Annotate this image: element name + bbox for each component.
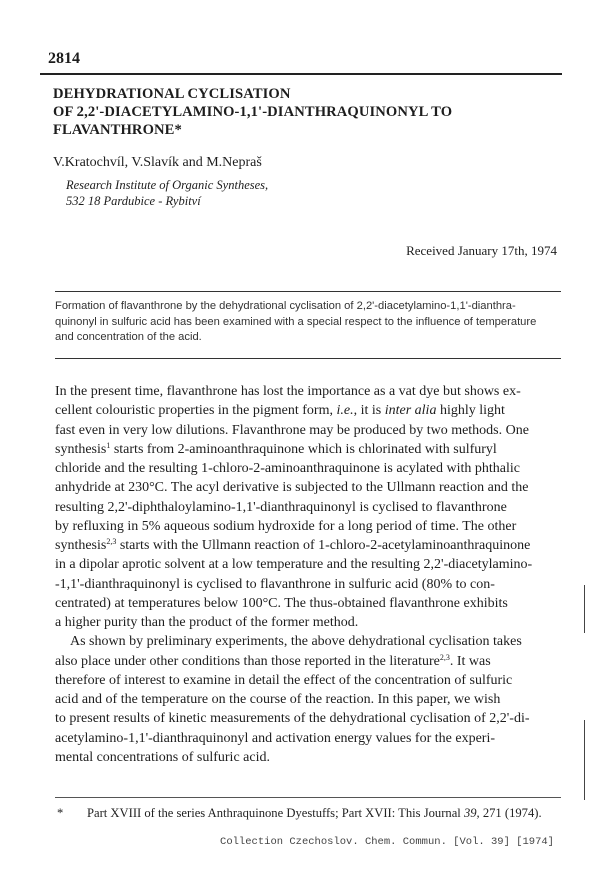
title-line: FLAVANTHRONE* bbox=[53, 122, 182, 138]
reference-marker: 2,3 bbox=[439, 652, 450, 662]
body-line: synthesis$^{2,3}$ starts with the Ullmann reaction of 1-chloro-2-acetylaminoanthraquinone bbox=[55, 537, 531, 553]
affiliation bbox=[66, 177, 268, 209]
body-line: As shown by preliminary experiments, the above dehydrational cyclisation takes bbox=[70, 634, 522, 650]
reference-marker: 1 bbox=[106, 440, 111, 450]
body-line: acetylamino-1,1'-dianthraquinonyl and activation energy values for the experi- bbox=[55, 730, 495, 746]
authors: V.Kratochvíl, V.Slavík and M.Nepraš bbox=[53, 155, 262, 170]
body-line: to present results of kinetic measurements of the dehydrational cyclisation of 2,2'-di- bbox=[55, 711, 530, 727]
paragraph-1 bbox=[55, 382, 562, 632]
footnote-rule bbox=[55, 797, 561, 798]
header-rule bbox=[40, 73, 562, 75]
paragraph-2 bbox=[55, 632, 562, 767]
body-line: resulting 2,2'-diphthaloylamino-1,1'-dianthraquinonyl is cyclised to flavanthrone bbox=[55, 499, 507, 515]
body-line: by refluxing in 5% aqueous sodium hydroxide for a long period of time. The other bbox=[55, 518, 517, 534]
page-number: 2814 bbox=[48, 50, 80, 67]
affiliation-line: 532 18 Pardubice - Rybitví bbox=[66, 194, 201, 208]
body-line: a higher purity than the product of the former method. bbox=[55, 615, 359, 630]
received-date: Received January 17th, 1974 bbox=[406, 243, 557, 258]
body-line: therefore of interest to examine in detail the effect of the concentration of sulfuric bbox=[55, 672, 513, 688]
body-line: -1,1'-dianthraquinonyl is cyclised to flavanthrone in sulfuric acid (80% to con- bbox=[55, 576, 495, 592]
body-line: mental concentrations of sulfuric acid. bbox=[55, 749, 270, 765]
body-line: acid and of the temperature on the course of the reaction. In this paper, we wish bbox=[55, 692, 501, 707]
reference-marker: 2,3 bbox=[106, 537, 117, 546]
footnote-marker: * bbox=[57, 806, 64, 820]
abstract-top-rule bbox=[55, 291, 561, 292]
running-footer: Collection Czechoslov. Chem. Commun. [Vol. 39] [1974] bbox=[220, 836, 554, 848]
body-line: chloride and the resulting 1-chloro-2-aminoanthraquinone is acylated with phthalic bbox=[55, 461, 520, 476]
abstract-line: Formation of flavanthrone by the dehydrational cyclisation of 2,2'-diacetylamino-1,1'-dianthra- bbox=[55, 300, 516, 312]
body-line: in a dipolar aprotic solvent at a low temperature and the resulting 2,2'-diacetylamino- bbox=[55, 557, 533, 573]
abstract-line: and concentration of the acid. bbox=[55, 331, 202, 343]
body-line: fast even in very low dilutions. Flavanthrone may be produced by two methods. One bbox=[55, 422, 529, 438]
body-line: also place under other conditions than those reported in the literature$^{2,3}$. It was bbox=[55, 652, 491, 669]
body-line: cellent colouristic properties in the pigment form, i.e., it is inter alia highly light bbox=[55, 403, 505, 419]
body-line: centrated) at temperatures below 100°C. The thus-obtained flavanthrone exhibits bbox=[55, 595, 508, 611]
body-text bbox=[55, 382, 562, 767]
body-line: synthesis$^1$ starts from 2-aminoanthraquinone which is chlorinated with sulfuryl bbox=[55, 440, 497, 457]
scan-margin-line bbox=[584, 585, 585, 633]
body-line: anhydride at 230°C. The acyl derivative is subjected to the Ullmann reaction and the bbox=[55, 480, 529, 496]
footnote: * Part XVIII of the series Anthraquinone Dyestuffs; Part XVII: This Journal 39, 271 (1974). bbox=[57, 806, 542, 820]
abstract bbox=[55, 299, 562, 346]
abstract-line: quinonyl in sulfuric acid has been examined with a special respect to the influence of temperature bbox=[55, 315, 537, 328]
body-line: In the present time, flavanthrone has lost the importance as a vat dye but shows ex- bbox=[55, 384, 521, 399]
title-line: OF 2,2'-DIACETYLAMINO-1,1'-DIANTHRAQUINONYL TO bbox=[53, 104, 453, 120]
title-line: DEHYDRATIONAL CYCLISATION bbox=[53, 86, 291, 102]
scan-margin-line bbox=[584, 720, 585, 800]
abstract-bottom-rule bbox=[55, 358, 561, 359]
affiliation-line: Research Institute of Organic Syntheses, bbox=[66, 178, 269, 192]
article-title bbox=[53, 85, 553, 139]
